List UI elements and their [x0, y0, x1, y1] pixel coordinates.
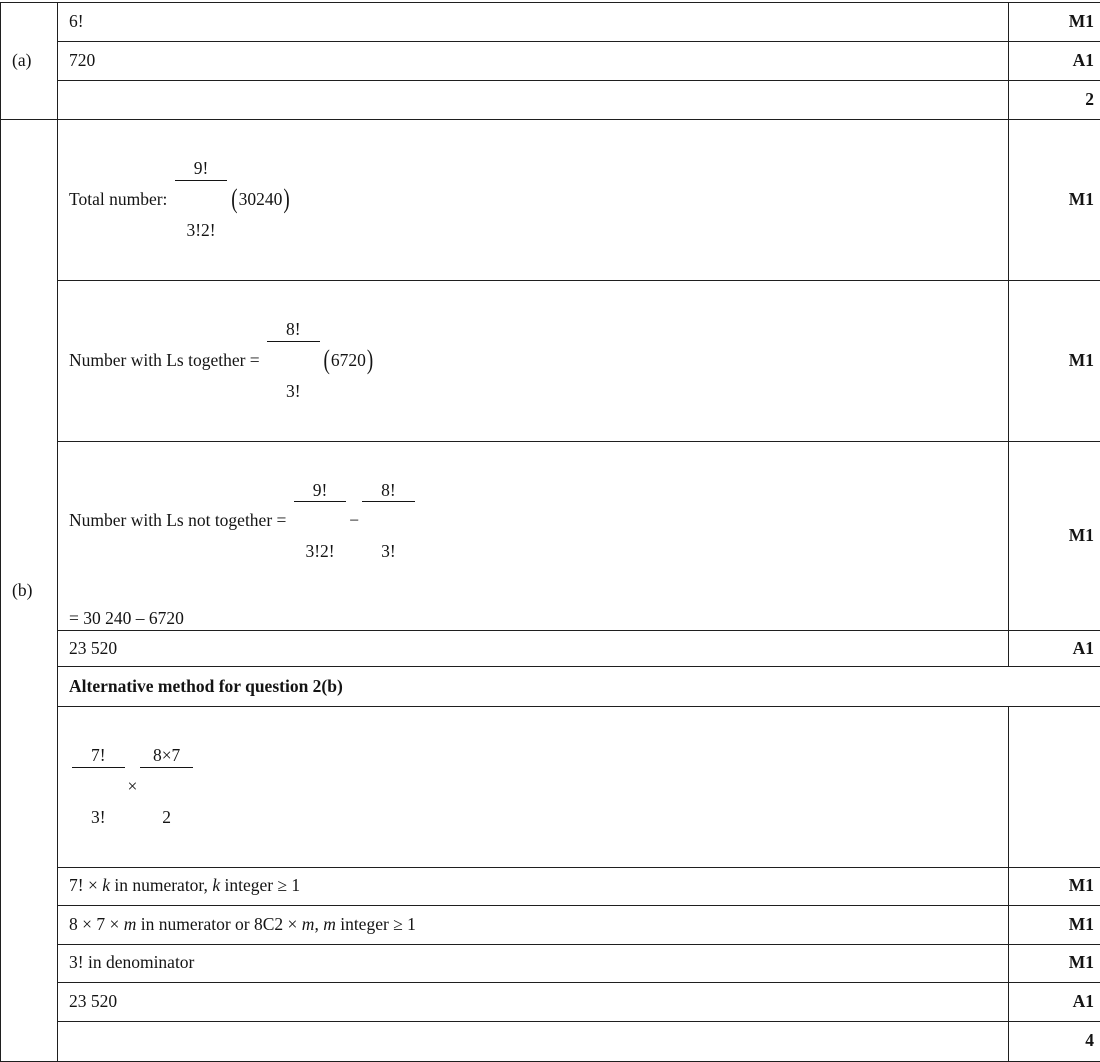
mark-cell-empty: [1009, 707, 1100, 868]
close-paren: ): [367, 343, 373, 377]
working-line2: = 30 240 – 6720: [69, 608, 1002, 630]
fraction-numerator: 9!: [175, 159, 228, 181]
table-row: [1, 944, 1100, 982]
working-cell-b-empty: [58, 1021, 1009, 1061]
mark-scheme-table: [0, 2, 1100, 1062]
paren-value: 6720: [331, 350, 366, 372]
alternative-method-header: Alternative method for question 2(b): [58, 667, 1100, 707]
table-row: [1, 3, 1100, 42]
mark-total-b: 4: [1009, 1021, 1100, 1061]
text-segment: integer ≥ 1: [220, 875, 300, 895]
mark-cell: M1: [1009, 944, 1100, 982]
expression-prefix: Total number:: [69, 189, 172, 211]
math-expression: [69, 707, 1002, 867]
mark-cell: A1: [1009, 631, 1100, 667]
table-row: [1, 905, 1100, 944]
fraction-numerator: 7!: [72, 746, 125, 768]
mark-scheme-page: [0, 2, 1100, 684]
mark-cell: M1: [1009, 3, 1100, 42]
working-cell-a1: 6!: [58, 3, 1009, 42]
fraction-denominator: 3!: [72, 807, 125, 828]
text-segment: in numerator or 8C2 ×: [136, 914, 301, 934]
fraction: [294, 442, 347, 602]
working-cell-alt-answer: 23 520: [58, 982, 1009, 1021]
table-row: [1, 707, 1100, 868]
close-paren: ): [283, 183, 289, 217]
expression-prefix: Number with Ls not together =: [69, 510, 291, 532]
fraction-numerator: 8!: [362, 481, 415, 503]
table-row: [1, 441, 1100, 631]
working-cell-alt-expression: [58, 707, 1009, 868]
text-segment: 7! ×: [69, 875, 102, 895]
table-row: [1, 1021, 1100, 1061]
fraction-numerator: 9!: [294, 481, 347, 503]
mark-total-a: 2: [1009, 81, 1100, 120]
table-row: [1, 631, 1100, 667]
table-row: [1, 867, 1100, 905]
mark-cell: M1: [1009, 120, 1100, 281]
fraction-denominator: 3!: [267, 381, 320, 402]
variable-m: m: [323, 914, 336, 934]
math-expression: [69, 442, 1002, 602]
fraction-numerator: 8!: [267, 320, 320, 342]
table-row: [1, 81, 1100, 120]
table-row: [1, 982, 1100, 1021]
mark-cell: M1: [1009, 905, 1100, 944]
mark-cell: A1: [1009, 42, 1100, 81]
mark-cell: M1: [1009, 867, 1100, 905]
fraction-denominator: 3!2!: [175, 220, 228, 241]
working-cell-b-total-number: [58, 120, 1009, 281]
math-expression: [69, 120, 1002, 280]
mark-cell: M1: [1009, 441, 1100, 631]
minus-sign: −: [349, 510, 359, 532]
working-cell-b-answer: 23 520: [58, 631, 1009, 667]
variable-k: k: [212, 875, 220, 895]
fraction-denominator: 2: [140, 807, 193, 828]
working-cell-b-ls-together: [58, 280, 1009, 441]
working-cell-alt-m3: 3! in denominator: [58, 944, 1009, 982]
paren-value: 30240: [239, 189, 283, 211]
fraction: [362, 442, 415, 602]
part-label-b: (b): [1, 120, 58, 1062]
part-label-a: (a): [1, 3, 58, 120]
text-segment: 8 × 7 ×: [69, 914, 124, 934]
expression-prefix: Number with Ls together =: [69, 350, 264, 372]
fraction: [267, 281, 320, 441]
table-row: [1, 42, 1100, 81]
table-row: [1, 280, 1100, 441]
fraction: [72, 707, 125, 867]
working-cell-a2: 720: [58, 42, 1009, 81]
text-segment: in numerator,: [110, 875, 212, 895]
table-row: [1, 120, 1100, 281]
math-expression: [69, 281, 1002, 441]
variable-m: m: [302, 914, 315, 934]
table-row: [1, 667, 1100, 707]
times-sign: ×: [128, 776, 138, 798]
variable-m: m: [124, 914, 137, 934]
open-paren: (: [231, 183, 237, 217]
working-cell-b-ls-not-together: [58, 441, 1009, 631]
open-paren: (: [324, 343, 330, 377]
working-cell-alt-m2: [58, 905, 1009, 944]
fraction: [140, 707, 193, 867]
fraction-numerator: 8×7: [140, 746, 193, 768]
working-cell-a-empty: [58, 81, 1009, 120]
text-segment: ,: [314, 914, 323, 934]
text-segment: integer ≥ 1: [336, 914, 416, 934]
fraction: [175, 120, 228, 280]
mark-cell: A1: [1009, 982, 1100, 1021]
working-cell-alt-m1: [58, 867, 1009, 905]
mark-cell: M1: [1009, 280, 1100, 441]
fraction-denominator: 3!2!: [294, 541, 347, 562]
fraction-denominator: 3!: [362, 541, 415, 562]
variable-k: k: [102, 875, 110, 895]
